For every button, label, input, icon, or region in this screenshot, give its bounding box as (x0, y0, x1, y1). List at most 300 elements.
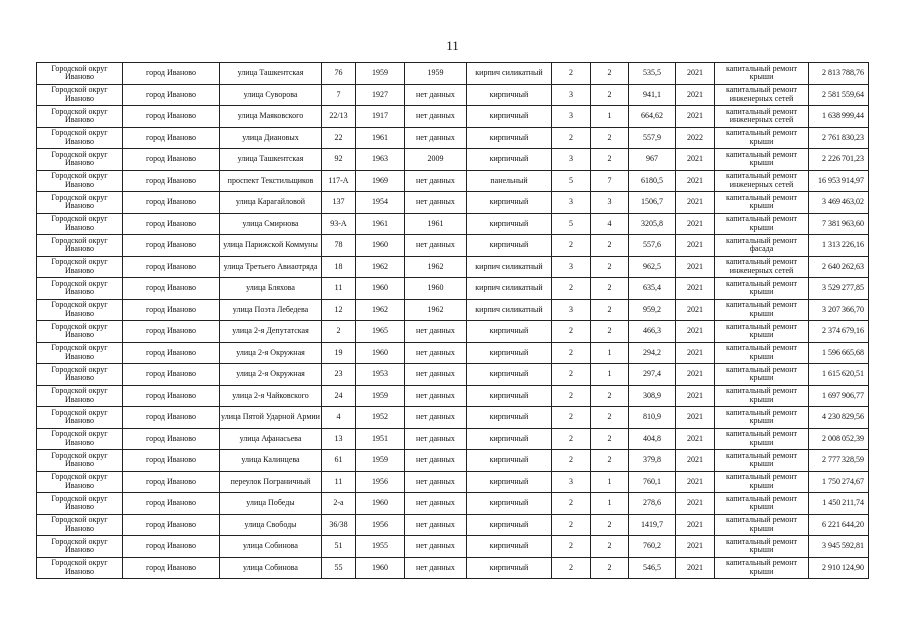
entrances-cell: 4 (591, 213, 629, 235)
municipality-cell: Городской округ Иваново (37, 342, 123, 364)
cost-cell: 7 381 963,60 (809, 213, 869, 235)
floors-cell: 2 (552, 364, 591, 386)
repair-type-cell: капитальный ремонт инженерных сетей (715, 170, 809, 192)
cost-cell: 2 640 262,63 (809, 256, 869, 278)
table-body (37, 63, 869, 579)
municipality-cell: Городской округ Иваново (37, 428, 123, 450)
settlement-cell: город Иваново (123, 299, 220, 321)
floors-cell: 3 (552, 149, 591, 171)
renovation-year-cell: нет данных (405, 127, 467, 149)
cost-cell: 2 581 559,64 (809, 84, 869, 106)
build-year-cell: 1961 (356, 213, 405, 235)
build-year-cell: 1960 (356, 493, 405, 515)
repair-type-cell: капитальный ремонт инженерных сетей (715, 106, 809, 128)
cost-cell: 3 469 463,02 (809, 192, 869, 214)
floors-cell: 2 (552, 321, 591, 343)
floors-cell: 3 (552, 256, 591, 278)
cost-cell: 1 615 620,51 (809, 364, 869, 386)
municipality-cell: Городской округ Иваново (37, 106, 123, 128)
build-year-cell: 1956 (356, 514, 405, 536)
street-cell: улица Свободы (220, 514, 322, 536)
floors-cell: 2 (552, 127, 591, 149)
area-cell: 557,6 (629, 235, 676, 257)
house-number-cell: 2-а (322, 493, 356, 515)
table-row (37, 213, 869, 235)
street-cell: улица Смирнова (220, 213, 322, 235)
repair-year-cell: 2021 (676, 493, 715, 515)
renovation-year-cell: 1962 (405, 256, 467, 278)
renovation-year-cell: 1962 (405, 299, 467, 321)
house-number-cell: 117-А (322, 170, 356, 192)
house-number-cell: 23 (322, 364, 356, 386)
wall-material-cell: кирпичный (467, 342, 552, 364)
repair-year-cell: 2021 (676, 364, 715, 386)
entrances-cell: 2 (591, 385, 629, 407)
house-number-cell: 18 (322, 256, 356, 278)
table-row (37, 256, 869, 278)
repair-type-cell: капитальный ремонт крыши (715, 536, 809, 558)
repair-year-cell: 2021 (676, 256, 715, 278)
municipality-cell: Городской округ Иваново (37, 471, 123, 493)
settlement-cell: город Иваново (123, 192, 220, 214)
area-cell: 664,62 (629, 106, 676, 128)
table-row (37, 514, 869, 536)
floors-cell: 2 (552, 428, 591, 450)
area-cell: 6180,5 (629, 170, 676, 192)
cost-cell: 2 761 830,23 (809, 127, 869, 149)
build-year-cell: 1952 (356, 407, 405, 429)
repair-type-cell: капитальный ремонт крыши (715, 63, 809, 85)
repair-type-cell: капитальный ремонт крыши (715, 321, 809, 343)
settlement-cell: город Иваново (123, 385, 220, 407)
wall-material-cell: кирпич силикатный (467, 256, 552, 278)
wall-material-cell: кирпичный (467, 407, 552, 429)
table-row (37, 299, 869, 321)
area-cell: 278,6 (629, 493, 676, 515)
renovation-year-cell: нет данных (405, 450, 467, 472)
table-row (37, 342, 869, 364)
repair-year-cell: 2021 (676, 514, 715, 536)
table-row (37, 364, 869, 386)
entrances-cell: 2 (591, 278, 629, 300)
repair-type-cell: капитальный ремонт крыши (715, 450, 809, 472)
build-year-cell: 1959 (356, 385, 405, 407)
repair-type-cell: капитальный ремонт крыши (715, 213, 809, 235)
table-row (37, 450, 869, 472)
settlement-cell: город Иваново (123, 106, 220, 128)
table-row (37, 170, 869, 192)
repair-type-cell: капитальный ремонт крыши (715, 364, 809, 386)
repair-year-cell: 2021 (676, 321, 715, 343)
renovation-year-cell: нет данных (405, 471, 467, 493)
wall-material-cell: кирпичный (467, 385, 552, 407)
area-cell: 308,9 (629, 385, 676, 407)
repair-type-cell: капитальный ремонт крыши (715, 471, 809, 493)
house-number-cell: 2 (322, 321, 356, 343)
house-number-cell: 7 (322, 84, 356, 106)
municipality-cell: Городской округ Иваново (37, 235, 123, 257)
municipality-cell: Городской округ Иваново (37, 385, 123, 407)
municipality-cell: Городской округ Иваново (37, 364, 123, 386)
wall-material-cell: кирпичный (467, 235, 552, 257)
area-cell: 962,5 (629, 256, 676, 278)
renovation-year-cell: нет данных (405, 192, 467, 214)
table-row (37, 321, 869, 343)
street-cell: переулок Пограничный (220, 471, 322, 493)
street-cell: улица Поэта Лебедева (220, 299, 322, 321)
municipality-cell: Городской округ Иваново (37, 170, 123, 192)
entrances-cell: 2 (591, 127, 629, 149)
entrances-cell: 2 (591, 514, 629, 536)
entrances-cell: 2 (591, 321, 629, 343)
table-row (37, 493, 869, 515)
floors-cell: 5 (552, 213, 591, 235)
street-cell: улица Пятой Ударной Армии (220, 407, 322, 429)
wall-material-cell: кирпичный (467, 127, 552, 149)
floors-cell: 3 (552, 471, 591, 493)
renovation-year-cell: нет данных (405, 536, 467, 558)
entrances-cell: 7 (591, 170, 629, 192)
repair-year-cell: 2021 (676, 235, 715, 257)
repair-type-cell: капитальный ремонт крыши (715, 493, 809, 515)
municipality-cell: Городской округ Иваново (37, 514, 123, 536)
wall-material-cell: панельный (467, 170, 552, 192)
table-row (37, 278, 869, 300)
housing-repair-table (36, 62, 869, 579)
cost-cell: 3 207 366,70 (809, 299, 869, 321)
house-number-cell: 11 (322, 278, 356, 300)
cost-cell: 2 910 124,90 (809, 557, 869, 579)
entrances-cell: 1 (591, 364, 629, 386)
municipality-cell: Городской округ Иваново (37, 278, 123, 300)
entrances-cell: 2 (591, 536, 629, 558)
settlement-cell: город Иваново (123, 63, 220, 85)
entrances-cell: 2 (591, 557, 629, 579)
build-year-cell: 1969 (356, 170, 405, 192)
table-row (37, 63, 869, 85)
repair-year-cell: 2021 (676, 407, 715, 429)
cost-cell: 4 230 829,56 (809, 407, 869, 429)
table-row (37, 557, 869, 579)
renovation-year-cell: 1961 (405, 213, 467, 235)
floors-cell: 2 (552, 450, 591, 472)
repair-year-cell: 2021 (676, 385, 715, 407)
street-cell: улица Калинцева (220, 450, 322, 472)
entrances-cell: 2 (591, 235, 629, 257)
repair-type-cell: капитальный ремонт фасада (715, 235, 809, 257)
municipality-cell: Городской округ Иваново (37, 557, 123, 579)
street-cell: улица 2-я Окружная (220, 364, 322, 386)
street-cell: улица Диановых (220, 127, 322, 149)
street-cell: улица Суворова (220, 84, 322, 106)
repair-type-cell: капитальный ремонт крыши (715, 385, 809, 407)
entrances-cell: 1 (591, 493, 629, 515)
area-cell: 546,5 (629, 557, 676, 579)
street-cell: улица Парижской Коммуны (220, 235, 322, 257)
cost-cell: 6 221 644,20 (809, 514, 869, 536)
entrances-cell: 3 (591, 192, 629, 214)
repair-year-cell: 2021 (676, 536, 715, 558)
area-cell: 959,2 (629, 299, 676, 321)
entrances-cell: 1 (591, 342, 629, 364)
house-number-cell: 55 (322, 557, 356, 579)
wall-material-cell: кирпичный (467, 428, 552, 450)
entrances-cell: 2 (591, 428, 629, 450)
renovation-year-cell: нет данных (405, 385, 467, 407)
renovation-year-cell: нет данных (405, 364, 467, 386)
area-cell: 466,3 (629, 321, 676, 343)
cost-cell: 2 374 679,16 (809, 321, 869, 343)
area-cell: 760,2 (629, 536, 676, 558)
municipality-cell: Городской округ Иваново (37, 299, 123, 321)
build-year-cell: 1959 (356, 63, 405, 85)
build-year-cell: 1962 (356, 299, 405, 321)
floors-cell: 2 (552, 342, 591, 364)
repair-year-cell: 2021 (676, 149, 715, 171)
house-number-cell: 24 (322, 385, 356, 407)
floors-cell: 2 (552, 536, 591, 558)
entrances-cell: 1 (591, 106, 629, 128)
house-number-cell: 4 (322, 407, 356, 429)
repair-year-cell: 2021 (676, 450, 715, 472)
table-row (37, 471, 869, 493)
municipality-cell: Городской округ Иваново (37, 127, 123, 149)
floors-cell: 2 (552, 493, 591, 515)
repair-year-cell: 2021 (676, 170, 715, 192)
renovation-year-cell: нет данных (405, 428, 467, 450)
wall-material-cell: кирпичный (467, 364, 552, 386)
floors-cell: 2 (552, 514, 591, 536)
renovation-year-cell: нет данных (405, 407, 467, 429)
build-year-cell: 1959 (356, 450, 405, 472)
renovation-year-cell: 1959 (405, 63, 467, 85)
house-number-cell: 78 (322, 235, 356, 257)
street-cell: улица Победы (220, 493, 322, 515)
wall-material-cell: кирпичный (467, 84, 552, 106)
area-cell: 3205,8 (629, 213, 676, 235)
build-year-cell: 1960 (356, 557, 405, 579)
street-cell: улица Афанасьева (220, 428, 322, 450)
house-number-cell: 36/38 (322, 514, 356, 536)
municipality-cell: Городской округ Иваново (37, 536, 123, 558)
build-year-cell: 1927 (356, 84, 405, 106)
repair-type-cell: капитальный ремонт крыши (715, 299, 809, 321)
renovation-year-cell: нет данных (405, 84, 467, 106)
entrances-cell: 2 (591, 149, 629, 171)
municipality-cell: Городской округ Иваново (37, 192, 123, 214)
repair-type-cell: капитальный ремонт крыши (715, 127, 809, 149)
build-year-cell: 1961 (356, 127, 405, 149)
settlement-cell: город Иваново (123, 321, 220, 343)
house-number-cell: 76 (322, 63, 356, 85)
renovation-year-cell: нет данных (405, 235, 467, 257)
renovation-year-cell: нет данных (405, 557, 467, 579)
table-row (37, 192, 869, 214)
street-cell: улица Карагайловой (220, 192, 322, 214)
build-year-cell: 1960 (356, 278, 405, 300)
settlement-cell: город Иваново (123, 471, 220, 493)
house-number-cell: 137 (322, 192, 356, 214)
house-number-cell: 22/13 (322, 106, 356, 128)
area-cell: 294,2 (629, 342, 676, 364)
renovation-year-cell: нет данных (405, 170, 467, 192)
repair-year-cell: 2021 (676, 192, 715, 214)
settlement-cell: город Иваново (123, 536, 220, 558)
repair-type-cell: капитальный ремонт крыши (715, 278, 809, 300)
table-row (37, 385, 869, 407)
table-row (37, 149, 869, 171)
repair-type-cell: капитальный ремонт крыши (715, 342, 809, 364)
municipality-cell: Городской округ Иваново (37, 63, 123, 85)
street-cell: улица 2-я Чайковского (220, 385, 322, 407)
wall-material-cell: кирпичный (467, 321, 552, 343)
build-year-cell: 1963 (356, 149, 405, 171)
entrances-cell: 1 (591, 471, 629, 493)
repair-year-cell: 2021 (676, 84, 715, 106)
renovation-year-cell: нет данных (405, 493, 467, 515)
repair-type-cell: капитальный ремонт инженерных сетей (715, 84, 809, 106)
repair-year-cell: 2021 (676, 557, 715, 579)
floors-cell: 3 (552, 84, 591, 106)
area-cell: 404,8 (629, 428, 676, 450)
floors-cell: 2 (552, 385, 591, 407)
table-row (37, 235, 869, 257)
house-number-cell: 51 (322, 536, 356, 558)
house-number-cell: 19 (322, 342, 356, 364)
house-number-cell: 13 (322, 428, 356, 450)
house-number-cell: 12 (322, 299, 356, 321)
street-cell: проспект Текстильщиков (220, 170, 322, 192)
floors-cell: 3 (552, 106, 591, 128)
house-number-cell: 92 (322, 149, 356, 171)
repair-year-cell: 2022 (676, 127, 715, 149)
settlement-cell: город Иваново (123, 407, 220, 429)
floors-cell: 2 (552, 407, 591, 429)
municipality-cell: Городской округ Иваново (37, 256, 123, 278)
wall-material-cell: кирпичный (467, 471, 552, 493)
renovation-year-cell: нет данных (405, 342, 467, 364)
floors-cell: 3 (552, 192, 591, 214)
municipality-cell: Городской округ Иваново (37, 84, 123, 106)
repair-type-cell: капитальный ремонт крыши (715, 149, 809, 171)
repair-year-cell: 2021 (676, 299, 715, 321)
settlement-cell: город Иваново (123, 342, 220, 364)
renovation-year-cell: нет данных (405, 106, 467, 128)
street-cell: улица Собинова (220, 536, 322, 558)
wall-material-cell: кирпич силикатный (467, 299, 552, 321)
build-year-cell: 1965 (356, 321, 405, 343)
cost-cell: 3 529 277,85 (809, 278, 869, 300)
house-number-cell: 93-А (322, 213, 356, 235)
wall-material-cell: кирпич силикатный (467, 63, 552, 85)
entrances-cell: 2 (591, 256, 629, 278)
floors-cell: 2 (552, 63, 591, 85)
settlement-cell: город Иваново (123, 514, 220, 536)
area-cell: 810,9 (629, 407, 676, 429)
street-cell: улица 2-я Депутатская (220, 321, 322, 343)
repair-year-cell: 2021 (676, 63, 715, 85)
wall-material-cell: кирпичный (467, 192, 552, 214)
municipality-cell: Городской округ Иваново (37, 493, 123, 515)
repair-year-cell: 2021 (676, 106, 715, 128)
page-number: 11 (446, 38, 459, 53)
build-year-cell: 1955 (356, 536, 405, 558)
street-cell: улица Ташкентская (220, 63, 322, 85)
cost-cell: 1 638 999,44 (809, 106, 869, 128)
cost-cell: 1 450 211,74 (809, 493, 869, 515)
repair-year-cell: 2021 (676, 471, 715, 493)
municipality-cell: Городской округ Иваново (37, 450, 123, 472)
build-year-cell: 1960 (356, 342, 405, 364)
settlement-cell: город Иваново (123, 84, 220, 106)
wall-material-cell: кирпичный (467, 213, 552, 235)
settlement-cell: город Иваново (123, 170, 220, 192)
municipality-cell: Городской округ Иваново (37, 149, 123, 171)
street-cell: улица Маяковского (220, 106, 322, 128)
floors-cell: 3 (552, 299, 591, 321)
area-cell: 760,1 (629, 471, 676, 493)
repair-year-cell: 2021 (676, 278, 715, 300)
house-number-cell: 11 (322, 471, 356, 493)
entrances-cell: 2 (591, 63, 629, 85)
settlement-cell: город Иваново (123, 450, 220, 472)
repair-type-cell: капитальный ремонт крыши (715, 192, 809, 214)
wall-material-cell: кирпичный (467, 450, 552, 472)
settlement-cell: город Иваново (123, 213, 220, 235)
repair-type-cell: капитальный ремонт крыши (715, 407, 809, 429)
settlement-cell: город Иваново (123, 364, 220, 386)
wall-material-cell: кирпич силикатный (467, 278, 552, 300)
street-cell: улица Ташкентская (220, 149, 322, 171)
repair-type-cell: капитальный ремонт инженерных сетей (715, 256, 809, 278)
street-cell: улица Собинова (220, 557, 322, 579)
cost-cell: 2 777 328,59 (809, 450, 869, 472)
repair-type-cell: капитальный ремонт крыши (715, 557, 809, 579)
area-cell: 379,8 (629, 450, 676, 472)
floors-cell: 2 (552, 278, 591, 300)
area-cell: 1506,7 (629, 192, 676, 214)
wall-material-cell: кирпичный (467, 149, 552, 171)
settlement-cell: город Иваново (123, 557, 220, 579)
area-cell: 635,4 (629, 278, 676, 300)
cost-cell: 1 313 226,16 (809, 235, 869, 257)
wall-material-cell: кирпичный (467, 514, 552, 536)
renovation-year-cell: 1960 (405, 278, 467, 300)
table-row (37, 106, 869, 128)
cost-cell: 2 008 052,39 (809, 428, 869, 450)
wall-material-cell: кирпичный (467, 493, 552, 515)
renovation-year-cell: нет данных (405, 321, 467, 343)
wall-material-cell: кирпичный (467, 536, 552, 558)
wall-material-cell: кирпичный (467, 557, 552, 579)
table-row (37, 84, 869, 106)
entrances-cell: 2 (591, 450, 629, 472)
entrances-cell: 2 (591, 299, 629, 321)
build-year-cell: 1954 (356, 192, 405, 214)
renovation-year-cell: нет данных (405, 514, 467, 536)
table-row (37, 428, 869, 450)
build-year-cell: 1917 (356, 106, 405, 128)
build-year-cell: 1953 (356, 364, 405, 386)
area-cell: 557,9 (629, 127, 676, 149)
entrances-cell: 2 (591, 84, 629, 106)
table-row (37, 407, 869, 429)
street-cell: улица Бляхова (220, 278, 322, 300)
cost-cell: 2 226 701,23 (809, 149, 869, 171)
cost-cell: 1 596 665,68 (809, 342, 869, 364)
wall-material-cell: кирпичный (467, 106, 552, 128)
table-row (37, 127, 869, 149)
